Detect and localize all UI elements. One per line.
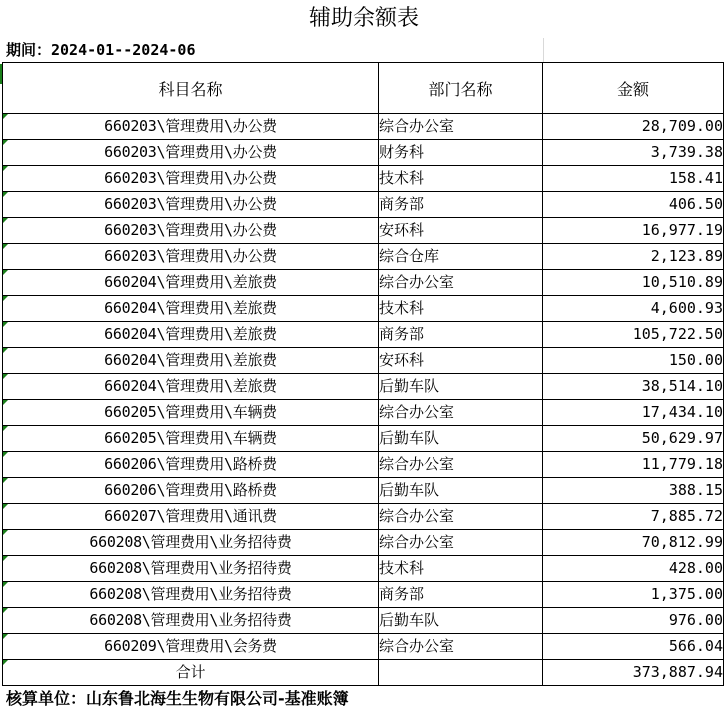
account-cell[interactable]: 660203\管理费用\办公费: [3, 192, 379, 218]
table-row: [3, 504, 724, 530]
report-title: 辅助余额表: [308, 6, 419, 31]
amount-cell[interactable]: 7,885.72: [543, 504, 724, 530]
amount-cell[interactable]: 50,629.97: [543, 426, 724, 452]
total-amount[interactable]: 373,887.94: [543, 660, 724, 686]
amount-cell[interactable]: 28,709.00: [543, 114, 724, 140]
amount-cell[interactable]: 11,779.18: [543, 452, 724, 478]
period-label: 期间：2024-01--2024-06: [6, 41, 196, 59]
table-row: [3, 478, 724, 504]
department-cell[interactable]: 综合办公室: [379, 400, 543, 426]
amount-cell[interactable]: 16,977.19: [543, 218, 724, 244]
table-row: [3, 400, 724, 426]
department-cell[interactable]: 后勤车队: [379, 478, 543, 504]
amount-cell[interactable]: 976.00: [543, 608, 724, 634]
table-row: [3, 426, 724, 452]
department-cell[interactable]: 综合办公室: [379, 270, 543, 296]
amount-cell[interactable]: 428.00: [543, 556, 724, 582]
table-row: [3, 140, 724, 166]
amount-cell[interactable]: 388.15: [543, 478, 724, 504]
amount-cell[interactable]: 566.04: [543, 634, 724, 660]
grid-divider: [543, 38, 544, 62]
department-cell[interactable]: 商务部: [379, 582, 543, 608]
table-row: [3, 530, 724, 556]
account-cell[interactable]: 660203\管理费用\办公费: [3, 140, 379, 166]
table-row: [3, 166, 724, 192]
table-row: [3, 374, 724, 400]
amount-cell[interactable]: 2,123.89: [543, 244, 724, 270]
amount-cell[interactable]: 70,812.99: [543, 530, 724, 556]
department-cell[interactable]: 商务部: [379, 192, 543, 218]
table-row: [3, 634, 724, 660]
table-row: [3, 218, 724, 244]
table-row: [3, 322, 724, 348]
account-cell[interactable]: 660204\管理费用\差旅费: [3, 348, 379, 374]
table-row: [3, 608, 724, 634]
amount-cell[interactable]: 10,510.89: [543, 270, 724, 296]
account-cell[interactable]: 660209\管理费用\会务费: [3, 634, 379, 660]
account-cell[interactable]: 660203\管理费用\办公费: [3, 218, 379, 244]
department-cell[interactable]: 财务科: [379, 140, 543, 166]
table-row: [3, 114, 724, 140]
department-cell[interactable]: 综合仓库: [379, 244, 543, 270]
amount-cell[interactable]: 4,600.93: [543, 296, 724, 322]
account-cell[interactable]: 660208\管理费用\业务招待费: [3, 608, 379, 634]
table-row: [3, 452, 724, 478]
table-row: [3, 348, 724, 374]
account-cell[interactable]: 660203\管理费用\办公费: [3, 114, 379, 140]
header-account[interactable]: 科目名称: [3, 63, 379, 114]
header-department[interactable]: 部门名称: [379, 63, 543, 114]
department-cell[interactable]: 后勤车队: [379, 608, 543, 634]
department-cell[interactable]: 综合办公室: [379, 452, 543, 478]
account-cell[interactable]: 660206\管理费用\路桥费: [3, 478, 379, 504]
total-label[interactable]: 合计: [3, 660, 379, 686]
department-cell[interactable]: 综合办公室: [379, 634, 543, 660]
department-cell[interactable]: 综合办公室: [379, 530, 543, 556]
department-cell[interactable]: 商务部: [379, 322, 543, 348]
account-cell[interactable]: 660207\管理费用\通讯费: [3, 504, 379, 530]
amount-cell[interactable]: 406.50: [543, 192, 724, 218]
table-row: [3, 244, 724, 270]
account-cell[interactable]: 660203\管理费用\办公费: [3, 244, 379, 270]
department-cell[interactable]: 后勤车队: [379, 426, 543, 452]
amount-cell[interactable]: 158.41: [543, 166, 724, 192]
table-row: [3, 192, 724, 218]
account-cell[interactable]: 660204\管理费用\差旅费: [3, 270, 379, 296]
department-cell[interactable]: 后勤车队: [379, 374, 543, 400]
account-cell[interactable]: 660205\管理费用\车辆费: [3, 400, 379, 426]
department-cell[interactable]: 综合办公室: [379, 114, 543, 140]
account-cell[interactable]: 660208\管理费用\业务招待费: [3, 582, 379, 608]
account-cell[interactable]: 660205\管理费用\车辆费: [3, 426, 379, 452]
account-cell[interactable]: 660206\管理费用\路桥费: [3, 452, 379, 478]
amount-cell[interactable]: 150.00: [543, 348, 724, 374]
department-cell[interactable]: 技术科: [379, 296, 543, 322]
account-cell[interactable]: 660204\管理费用\差旅费: [3, 296, 379, 322]
account-cell[interactable]: 660204\管理费用\差旅费: [3, 322, 379, 348]
amount-cell[interactable]: 38,514.10: [543, 374, 724, 400]
department-cell[interactable]: 安环科: [379, 348, 543, 374]
table-row: [3, 582, 724, 608]
table-body: [3, 114, 724, 660]
total-row: [3, 660, 724, 686]
table-row: [3, 556, 724, 582]
total-department-empty[interactable]: [379, 660, 543, 686]
table-row: [3, 270, 724, 296]
amount-cell[interactable]: 17,434.10: [543, 400, 724, 426]
accounting-unit: 核算单位：山东鲁北海生生物有限公司-基准账簿: [6, 689, 349, 708]
amount-cell[interactable]: 3,739.38: [543, 140, 724, 166]
account-cell[interactable]: 660208\管理费用\业务招待费: [3, 556, 379, 582]
department-cell[interactable]: 技术科: [379, 556, 543, 582]
account-cell[interactable]: 660208\管理费用\业务招待费: [3, 530, 379, 556]
header-amount[interactable]: 金额: [543, 63, 724, 114]
department-cell[interactable]: 安环科: [379, 218, 543, 244]
table-header-row: [3, 63, 724, 114]
amount-cell[interactable]: 105,722.50: [543, 322, 724, 348]
account-cell[interactable]: 660204\管理费用\差旅费: [3, 374, 379, 400]
department-cell[interactable]: 技术科: [379, 166, 543, 192]
table-row: [3, 296, 724, 322]
department-cell[interactable]: 综合办公室: [379, 504, 543, 530]
balance-table: [2, 62, 724, 686]
amount-cell[interactable]: 1,375.00: [543, 582, 724, 608]
account-cell[interactable]: 660203\管理费用\办公费: [3, 166, 379, 192]
